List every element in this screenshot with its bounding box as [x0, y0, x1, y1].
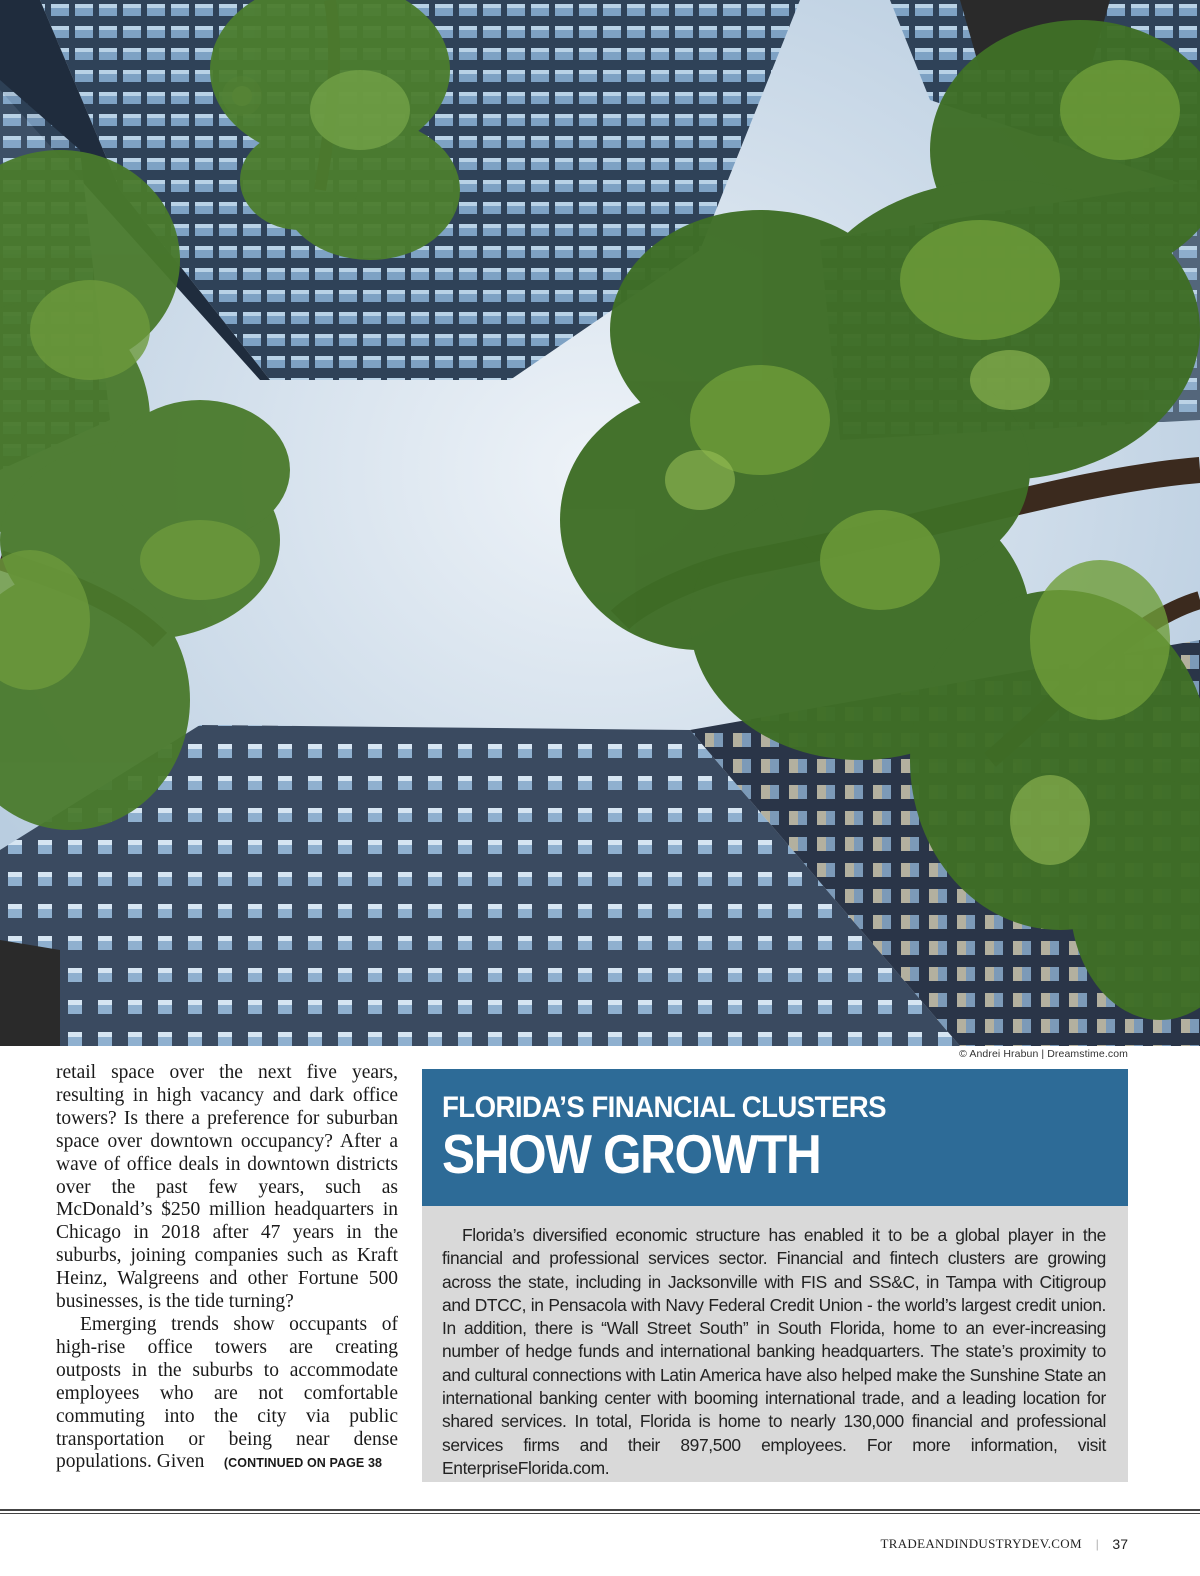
article-paragraph: retail space over the next five years, resulting in high vacancy and dark office towers? Is there a preference for suburban space over downtown occupancy? After a wave of office deals in downtown districts over the past few years, such as McDonald’s $250 million headquarters in Chicago in 2018 after 47 years in the suburbs, joining companies such as Kraft Heinz, Walgreens and other Fortune 500 businesses, is the tide turning?	[56, 1062, 398, 1313]
sidebar-body	[422, 1206, 1128, 1482]
page-number: 37	[1112, 1536, 1128, 1552]
sidebar-box	[422, 1069, 1128, 1576]
sidebar-kicker: FLORIDA’S FINANCIAL CLUSTERS	[442, 1091, 887, 1124]
sidebar-header	[422, 1069, 1128, 1206]
continued-on-page: (CONTINUED ON PAGE 38	[223, 1456, 383, 1471]
footer-separator: |	[1095, 1536, 1099, 1551]
sidebar-body-text: Florida’s diversified economic structure has enabled it to be a global player in the financial and professional services sector. Financial and fintech clusters are growing across the state, including in Jacksonville with FIS and SS&C, in Tampa with Citigroup and DTCC, in Pensacola with Navy Federal Credit Union - the world’s largest credit union. In addition, there is “Wall Street South” in South Florida, home to an ever-increasing number of hedge funds and international banking headquarters. The state’s proximity to and cultural connections with Latin America have also helped make the Sunshine State an international banking center with booming international trade, and a leading location for shared services. In total, Florida is home to nearly 130,000 financial and professional services firms and their 897,500 employees. For more information, visit EnterpriseFlorida.com.	[442, 1225, 1106, 1478]
page-footer	[881, 1536, 1129, 1552]
article-paragraph	[56, 1314, 398, 1475]
article-column	[56, 1062, 398, 1475]
footer-rule	[0, 1509, 1200, 1514]
sidebar-headline: SHOW GROWTH	[442, 1123, 821, 1185]
footer-site: TRADEANDINDUSTRYDEV.COM	[880, 1536, 1082, 1551]
article-paragraph-text: Emerging trends show occupants of high-rise office towers are creating outposts in the suburbs to accommodate employees who are not comfortable commuting into the city via public transportation or being near dense populations. Given	[56, 1313, 398, 1473]
photo-credit: © Andrei Hrabun | Dreamstime.com	[959, 1048, 1128, 1060]
